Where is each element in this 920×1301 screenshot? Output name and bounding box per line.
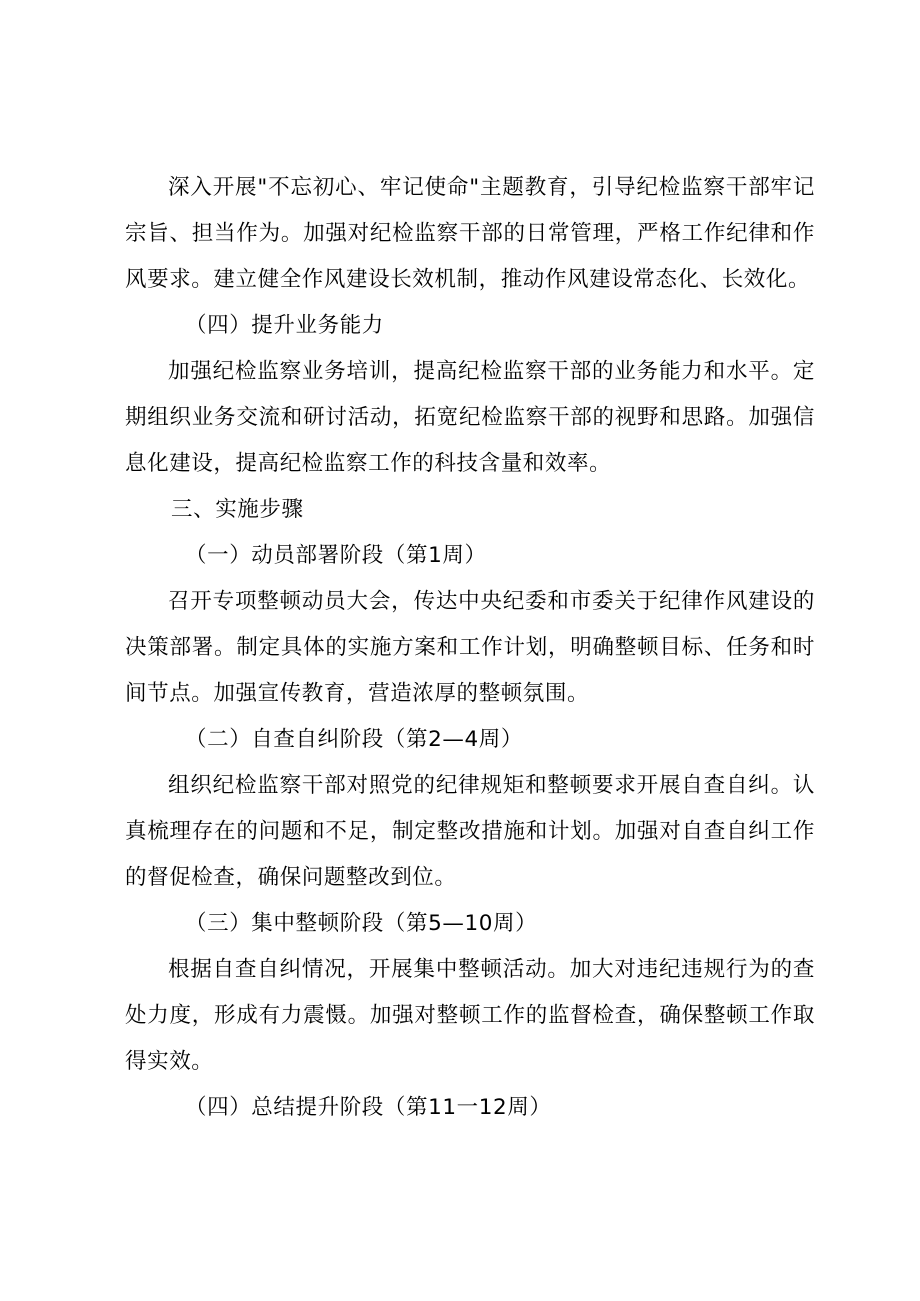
document-body [125,165,815,1131]
paragraph-mobilization: 召开专项整顿动员大会，传达中央纪委和市委关于纪律作风建设的决策部署。制定具体的实施方案和工作计划，明确整顿目标、任务和时间节点。加强宣传教育，营造浓厚的整顿氛围。 [125,589,815,706]
heading-mobilization-stage: （一）动员部署阶段（第1周） [185,543,487,568]
heading-concentrated-rectification-stage: （三）集中整顿阶段（第5—10周） [185,911,538,936]
heading-improve-business-ability: （四）提升业务能力 [185,313,384,338]
heading-self-inspection-stage: （二）自查自纠阶段（第2—4周） [185,727,523,752]
paragraph-business-training: 加强纪检监察业务培训，提高纪检监察干部的业务能力和水平。定期组织业务交流和研讨活动，拓宽纪检监察干部的视野和思路。加强信息化建设，提高纪检监察工作的科技含量和效率。 [125,359,815,476]
paragraph-concentrated-rectification: 根据自查自纠情况，开展集中整顿活动。加大对违纪违规行为的查处力度，形成有力震慑。加强对整顿工作的监督检查，确保整顿工作取得实效。 [125,957,815,1074]
heading-summary-stage: （四）总结提升阶段（第11一12周） [185,1095,552,1120]
heading-implementation-steps: 三、实施步骤 [171,497,304,522]
paragraph-theme-education: 深入开展"不忘初心、牢记使命"主题教育，引导纪检监察干部牢记宗旨、担当作为。加强对纪检监察干部的日常管理，严格工作纪律和作风要求。建立健全作风建设长效机制，推动作风建设常态化、长效化。 [125,175,815,292]
paragraph-self-inspection: 组织纪检监察干部对照党的纪律规矩和整顿要求开展自查自纠。认真梳理存在的问题和不足，制定整改措施和计划。加强对自查自纠工作的督促检查，确保问题整改到位。 [125,773,815,890]
